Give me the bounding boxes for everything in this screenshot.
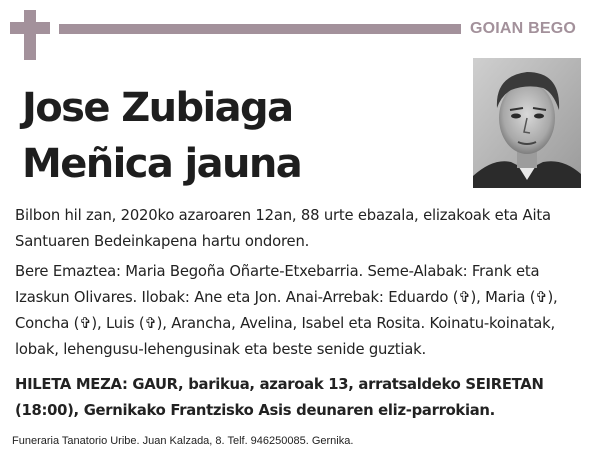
deceased-name bbox=[22, 80, 462, 192]
funeral-mass-paragraph: HILETA MEZA: GAUR, barikua, azaroak 13, arratsaldeko SEIRETAN (18:00), Gernikako Frantzisko Asis deunaren eliz-parrokian. bbox=[15, 376, 544, 419]
name-line-2: Meñica jauna bbox=[22, 141, 302, 187]
header-rule bbox=[59, 24, 461, 34]
funeral-home-footer: Funeraria Tanatorio Uribe. Juan Kalzada, 8. Telf. 946250085. Gernika. bbox=[12, 435, 354, 447]
cross-icon-vertical bbox=[24, 10, 36, 60]
name-line-1: Jose Zubiaga bbox=[22, 85, 293, 131]
portrait-photo bbox=[473, 58, 581, 188]
cross-icon-horizontal bbox=[10, 22, 50, 34]
family-paragraph: Bere Emaztea: Maria Begoña Oñarte-Etxebarria. Seme-Alabak: Frank eta Izaskun Olivares. Ilobak: Ane eta Jon. Anai-Arrebak: Eduardo (✞), Maria (✞), Concha (✞), Luis (✞), Arancha, Avelina, Isabel eta Rosita. Koinatu-koinatak, lobak, lehengusu-lehengusinak eta beste senide guztiak. bbox=[15, 263, 558, 358]
header-label: GOIAN BEGO bbox=[469, 20, 576, 37]
death-notice-paragraph: Bilbon hil zan, 2020ko azaroaren 12an, 88 urte ebazala, elizakoak eta Aita Santuaren Bedeinkapena hartu ondoren. bbox=[15, 207, 551, 250]
